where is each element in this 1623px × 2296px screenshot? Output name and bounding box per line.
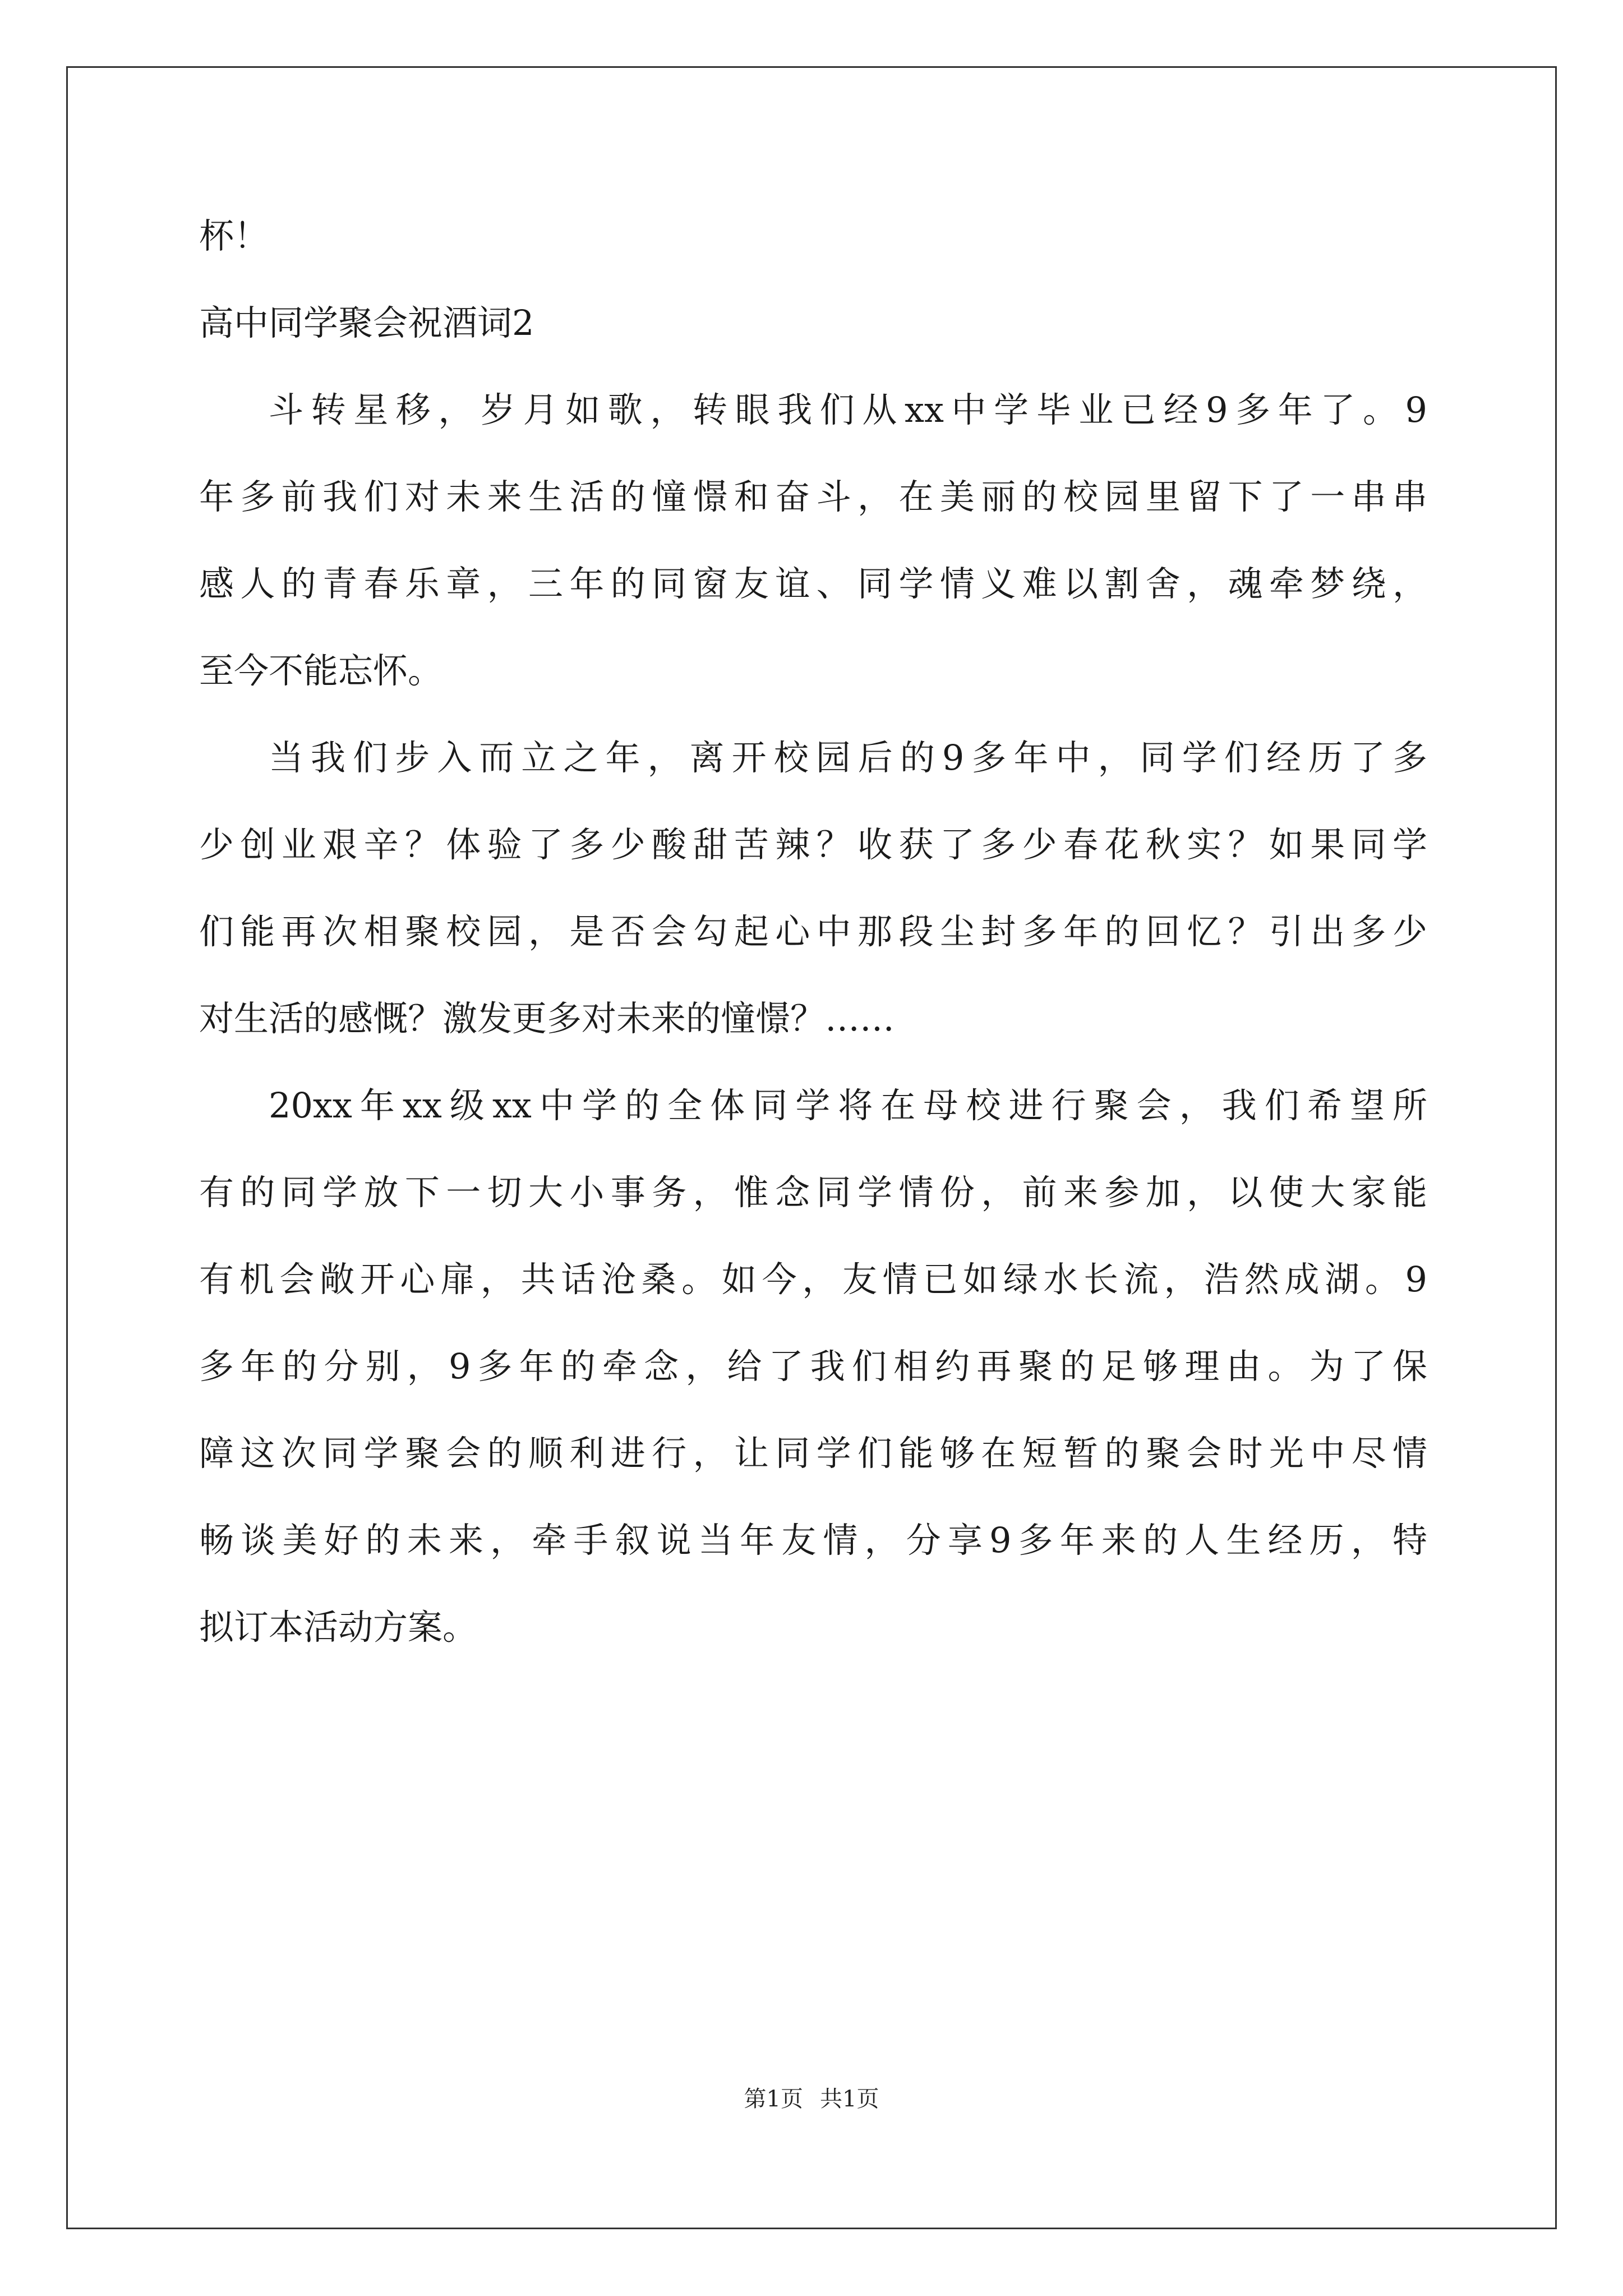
text-line: 有的同学放下一切大小事务，惟念同学情份，前来参加，以使大家能	[199, 1172, 1427, 1213]
page-footer	[0, 2088, 1623, 2110]
text-line: 少创业艰辛？体验了多少酸甜苦辣？收获了多少春花秋实？如果同学	[199, 824, 1427, 865]
text-line: 们能再次相聚校园，是否会勾起心中那段尘封多年的回忆？引出多少	[199, 911, 1427, 952]
text-line: 多年的分别，9多年的牵念，给了我们相约再聚的足够理由。为了保	[199, 1346, 1427, 1387]
text-line: 斗转星移，岁月如歌，转眼我们从xx中学毕业已经9多年了。9	[269, 389, 1427, 430]
section-title: 高中同学聚会祝酒词2	[199, 302, 534, 343]
text-line: 对生活的感慨？激发更多对未来的憧憬？……	[199, 998, 895, 1039]
text-line: 畅谈美好的未来，牵手叙说当年友情，分享9多年来的人生经历，特	[199, 1520, 1427, 1561]
text-line: 20xx年xx级xx中学的全体同学将在母校进行聚会，我们希望所	[269, 1085, 1427, 1126]
text-line: 年多前我们对未来生活的憧憬和奋斗，在美丽的校园里留下了一串串	[199, 476, 1427, 517]
text-line: 感人的青春乐章，三年的同窗友谊、同学情义难以割舍，魂牵梦绕，	[199, 563, 1427, 604]
text-line: 杯！	[199, 215, 269, 256]
text-line: 障这次同学聚会的顺利进行，让同学们能够在短暂的聚会时光中尽情	[199, 1433, 1427, 1474]
text-line: 至今不能忘怀。	[199, 650, 443, 691]
page-number-current: 第1页	[744, 2086, 803, 2112]
text-line: 拟订本活动方案。	[199, 1607, 478, 1648]
page-number-total: 共1页	[820, 2086, 879, 2112]
text-line: 当我们步入而立之年，离开校园后的9多年中，同学们经历了多	[269, 737, 1427, 778]
text-line: 有机会敞开心扉，共话沧桑。如今，友情已如绿水长流，浩然成湖。9	[199, 1259, 1427, 1300]
